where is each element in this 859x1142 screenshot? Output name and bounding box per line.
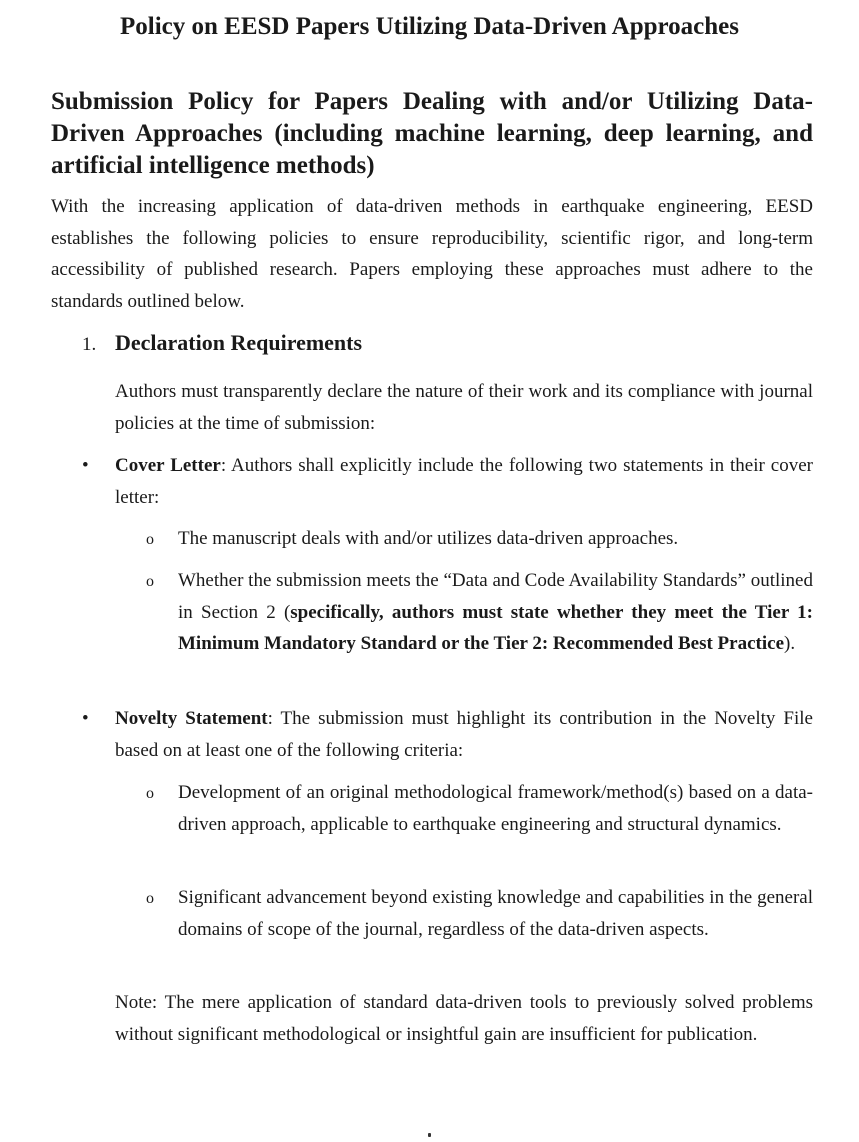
bullet-label: Cover Letter: [115, 455, 221, 476]
circle-bullet-icon: o: [146, 531, 154, 548]
bullet-icon: •: [82, 708, 89, 729]
bullet-text: : The submission must highlight its contribution in the Novelty File based on at least one of the following criteria:: [115, 708, 813, 761]
document-title: Policy on EESD Papers Utilizing Data-Driven Approaches: [120, 13, 739, 40]
sub-item-text: The manuscript deals with and/or utilizes data-driven approaches.: [178, 528, 679, 549]
intro-paragraph: With the increasing application of data-driven methods in earthquake engineering, EESD establishes the following policies to ensure reproducibility, scientific rigor, and long-term accessibility of published research. Papers employing these approaches must adhere to the standards outlined below.: [51, 196, 813, 312]
bullet-novelty-statement: [82, 703, 813, 766]
section-heading: Submission Policy for Papers Dealing with and/or Utilizing Data-Driven Approaches (including machine learning, deep learning, and artificial intelligence methods): [51, 88, 813, 179]
sub-item-advancement: [146, 882, 813, 945]
bullet-label: Novelty Statement: [115, 708, 268, 729]
list-number: 1.: [82, 334, 97, 355]
sub-item-text-end: ).: [784, 633, 796, 654]
page-mark: [428, 1133, 431, 1137]
sub-item-standards: [146, 565, 813, 660]
circle-bullet-icon: o: [146, 890, 154, 907]
sub-item-text: Significant advancement beyond existing knowledge and capabilities in the general domains of scope of the journal, regardless of the data-driven aspects.: [178, 887, 813, 940]
bullet-cover-letter: [82, 450, 813, 513]
note-paragraph: Note: The mere application of standard data-driven tools to previously solved problems without significant methodological or insightful gain are insufficient for publication.: [115, 992, 813, 1045]
sub-item-text: Development of an original methodological framework/method(s) based on a data-driven approach, applicable to earthquake engineering and structural dynamics.: [178, 782, 813, 835]
sub-item-text: Whether the submission meets the “Data and Code Availability Standards” outlined in Section 2 (: [178, 570, 813, 623]
sub-item-data-driven: [146, 523, 813, 555]
numbered-item-heading: Declaration Requirements: [115, 330, 363, 355]
sub-item-bold-text: specifically, authors must state whether they meet the Tier 1: Minimum Mandatory Standard or the Tier 2: Recommended Best Practice: [178, 601, 813, 654]
numbered-item-1: [82, 330, 822, 356]
bullet-icon: •: [82, 455, 89, 476]
numbered-item-description: Authors must transparently declare the nature of their work and its compliance with journal policies at the time of submission:: [115, 381, 813, 434]
bullet-text: : Authors shall explicitly include the following two statements in their cover letter:: [115, 455, 813, 508]
circle-bullet-icon: o: [146, 785, 154, 802]
sub-item-original-method: [146, 777, 813, 840]
circle-bullet-icon: o: [146, 573, 154, 590]
